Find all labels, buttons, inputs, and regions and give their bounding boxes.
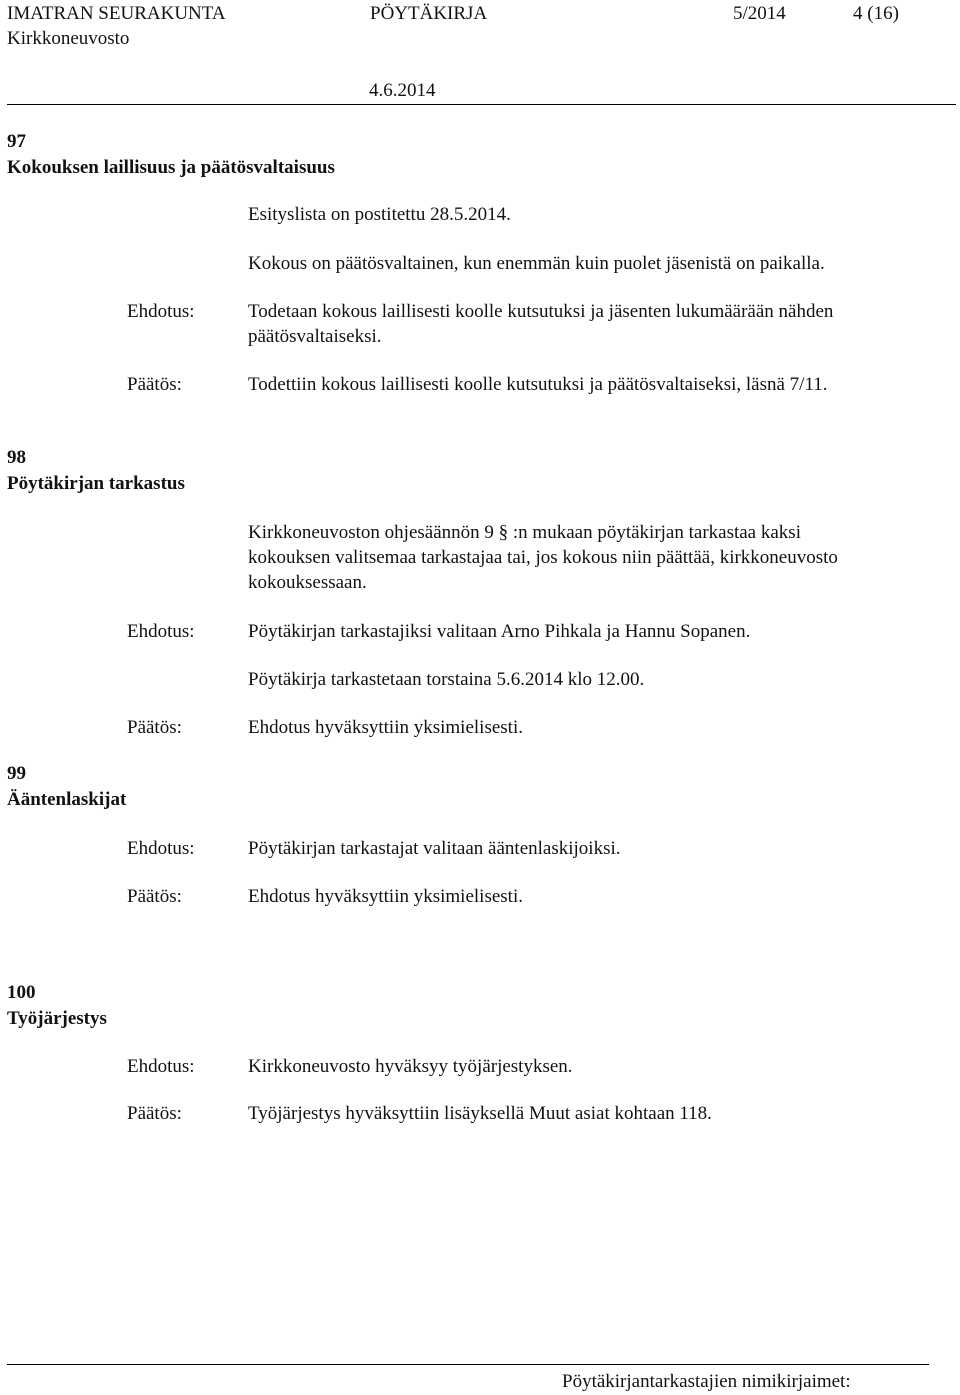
decision-text: Työjärjestys hyväksyttiin lisäyksellä Muut asiat kohtaan 118.: [248, 1103, 712, 1124]
proposal-text: päätösvaltaiseksi.: [248, 326, 382, 347]
decision-label: Päätös:: [127, 1103, 182, 1124]
header-divider: [7, 104, 956, 105]
section-title: Työjärjestys: [7, 1008, 107, 1029]
section-number: 100: [7, 982, 36, 1003]
proposal-label: Ehdotus:: [127, 838, 195, 859]
document-type: PÖYTÄKIRJA: [370, 3, 488, 24]
intro-line: kokouksen valitsemaa tarkastajaa tai, jos kokous niin päättää, kirkkoneuvosto: [248, 547, 838, 568]
section-title: Kokouksen laillisuus ja päätösvaltaisuus: [7, 157, 335, 178]
section-number: 99: [7, 763, 26, 784]
organization-name: IMATRAN SEURAKUNTA: [7, 3, 226, 24]
note-text: Pöytäkirja tarkastetaan torstaina 5.6.2014 klo 12.00.: [248, 669, 645, 690]
proposal-label: Ehdotus:: [127, 621, 195, 642]
document-number: 5/2014: [733, 3, 786, 24]
decision-text: Ehdotus hyväksyttiin yksimielisesti.: [248, 717, 523, 738]
section-number: 98: [7, 447, 26, 468]
intro-line: Kokous on päätösvaltainen, kun enemmän kuin puolet jäsenistä on paikalla.: [248, 253, 825, 274]
decision-label: Päätös:: [127, 374, 182, 395]
intro-line: Kirkkoneuvoston ohjesäännön 9 § :n mukaan pöytäkirjan tarkastaa kaksi: [248, 522, 801, 543]
proposal-text: Pöytäkirjan tarkastajiksi valitaan Arno Pihkala ja Hannu Sopanen.: [248, 621, 751, 642]
decision-label: Päätös:: [127, 886, 182, 907]
meeting-date: 4.6.2014: [369, 80, 436, 101]
intro-line: kokouksessaan.: [248, 572, 367, 593]
section-title: Pöytäkirjan tarkastus: [7, 473, 185, 494]
proposal-text: Todetaan kokous laillisesti koolle kutsutuksi ja jäsenten lukumäärään nähden: [248, 301, 834, 322]
proposal-label: Ehdotus:: [127, 1056, 195, 1077]
intro-line: Esityslista on postitettu 28.5.2014.: [248, 204, 511, 225]
decision-text: Ehdotus hyväksyttiin yksimielisesti.: [248, 886, 523, 907]
signature-label: Pöytäkirjantarkastajien nimikirjaimet:: [562, 1371, 851, 1392]
body-name: Kirkkoneuvosto: [7, 28, 130, 49]
signature-line: [7, 1364, 929, 1365]
section-number: 97: [7, 131, 26, 152]
proposal-text: Kirkkoneuvosto hyväksyy työjärjestyksen.: [248, 1056, 573, 1077]
section-title: Ääntenlaskijat: [7, 789, 127, 810]
proposal-text: Pöytäkirjan tarkastajat valitaan ääntenlaskijoiksi.: [248, 838, 621, 859]
decision-label: Päätös:: [127, 717, 182, 738]
proposal-label: Ehdotus:: [127, 301, 195, 322]
decision-text: Todettiin kokous laillisesti koolle kutsutuksi ja päätösvaltaiseksi, läsnä 7/11.: [248, 374, 828, 395]
page-number: 4 (16): [853, 3, 899, 24]
